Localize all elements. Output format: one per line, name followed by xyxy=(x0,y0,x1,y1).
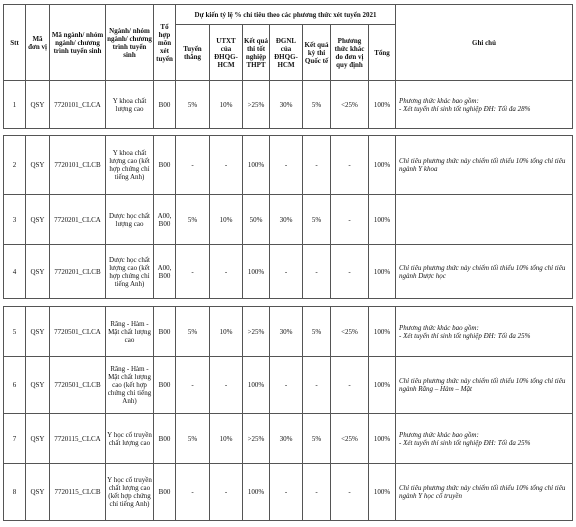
cell-intl: - xyxy=(303,245,331,299)
cell-priority: - xyxy=(210,245,243,299)
cell-intl: 5% xyxy=(303,195,331,245)
note-line: Chỉ tiêu phương thức này chiếm tối thiểu 10% tổng chỉ tiêu ngành Răng – Hàm – Mặt xyxy=(399,377,566,393)
cell-thpt: 100% xyxy=(243,357,270,414)
cell-total: 100% xyxy=(369,307,396,357)
cell-intl: 5% xyxy=(303,414,331,464)
cell-direct: 5% xyxy=(176,81,210,129)
cell-dgnl: 30% xyxy=(270,307,303,357)
header-method-intl: Kết quả kỳ thi Quốc tế xyxy=(303,25,331,81)
cell-stt: 8 xyxy=(4,464,26,521)
note-line: - Xét tuyển thí sinh tốt nghiệp ĐH: Tối đa 25% xyxy=(399,438,531,447)
header-method-priority: UTXT của ĐHQG-HCM xyxy=(210,25,243,81)
cell-dgnl: - xyxy=(270,136,303,195)
cell-note xyxy=(396,81,573,129)
cell-direct: - xyxy=(176,357,210,414)
cell-program-code: 7720101_CLCA xyxy=(50,81,106,129)
admission-table-part-2 xyxy=(3,135,573,299)
cell-thpt: 100% xyxy=(243,245,270,299)
cell-intl: - xyxy=(303,464,331,521)
cell-stt: 2 xyxy=(4,136,26,195)
note-line: Chỉ tiêu phương thức này chiếm tối thiểu 10% tổng chỉ tiêu ngành Y học cổ truyền xyxy=(399,484,566,500)
cell-unit: QSY xyxy=(26,136,50,195)
header-stt: Stt xyxy=(4,5,26,81)
header-method-direct: Tuyển thẳng xyxy=(176,25,210,81)
cell-program-name: Y khoa chất lượng cao (kết hợp chứng chỉ tiếng Anh) xyxy=(106,136,154,195)
cell-intl: - xyxy=(303,357,331,414)
cell-subject-combo: B00 xyxy=(154,81,176,129)
cell-stt: 4 xyxy=(4,245,26,299)
cell-direct: 5% xyxy=(176,414,210,464)
cell-intl: 5% xyxy=(303,81,331,129)
admission-table-part-3 xyxy=(3,306,573,521)
table-row xyxy=(4,357,573,414)
cell-unit: QSY xyxy=(26,414,50,464)
table-row xyxy=(4,464,573,521)
cell-subject-combo: B00 xyxy=(154,136,176,195)
header-quota-title: Dự kiến tỷ lệ % chỉ tiêu theo các phương thức xét tuyển 2021 xyxy=(176,5,396,25)
header-notes: Ghi chú xyxy=(396,5,573,81)
cell-program-code: 7720501_CLCA xyxy=(50,307,106,357)
header-method-thpt: Kết quả thi tốt nghiệp THPT xyxy=(243,25,270,81)
cell-program-code: 7720101_CLCB xyxy=(50,136,106,195)
cell-other: <25% xyxy=(331,414,369,464)
cell-direct: 5% xyxy=(176,307,210,357)
cell-subject-combo: B00 xyxy=(154,357,176,414)
cell-priority: - xyxy=(210,464,243,521)
header-total: Tổng xyxy=(369,25,396,81)
cell-other: <25% xyxy=(331,81,369,129)
cell-total: 100% xyxy=(369,414,396,464)
cell-dgnl: - xyxy=(270,245,303,299)
cell-note xyxy=(396,414,573,464)
cell-dgnl: 30% xyxy=(270,195,303,245)
cell-priority: 10% xyxy=(210,414,243,464)
table-row xyxy=(4,245,573,299)
header-method-dgnl: ĐGNL của ĐHQG-HCM xyxy=(270,25,303,81)
cell-program-name: Y khoa chất lượng cao xyxy=(106,81,154,129)
cell-priority: - xyxy=(210,136,243,195)
note-line: Phương thức khác bao gồm: xyxy=(399,323,479,332)
cell-thpt: >25% xyxy=(243,307,270,357)
cell-dgnl: - xyxy=(270,464,303,521)
cell-intl: 5% xyxy=(303,307,331,357)
cell-direct: - xyxy=(176,464,210,521)
cell-program-name: Dược học chất lượng cao (kết hợp chứng chỉ tiếng Anh) xyxy=(106,245,154,299)
cell-note xyxy=(396,357,573,414)
admission-table-part-1 xyxy=(3,4,573,129)
cell-stt: 6 xyxy=(4,357,26,414)
cell-stt: 7 xyxy=(4,414,26,464)
cell-other: - xyxy=(331,195,369,245)
cell-total: 100% xyxy=(369,136,396,195)
table-row xyxy=(4,136,573,195)
cell-program-name: Răng - Hàm - Mặt chất lượng cao xyxy=(106,307,154,357)
cell-unit: QSY xyxy=(26,357,50,414)
cell-note xyxy=(396,464,573,521)
cell-program-code: 7720201_CLCB xyxy=(50,245,106,299)
note-line: - Xét tuyển thí sinh tốt nghiệp ĐH: Tối đa 28% xyxy=(399,104,531,113)
cell-unit: QSY xyxy=(26,464,50,521)
note-line: Chỉ tiêu phương thức này chiếm tối thiểu 10% tổng chỉ tiêu ngành Y khoa xyxy=(399,157,566,173)
cell-total: 100% xyxy=(369,357,396,414)
cell-subject-combo: A00, B00 xyxy=(154,245,176,299)
cell-total: 100% xyxy=(369,81,396,129)
cell-other: - xyxy=(331,464,369,521)
header-program-code: Mã ngành/ nhóm ngành/ chương trình tuyển sinh xyxy=(50,5,106,81)
cell-total: 100% xyxy=(369,195,396,245)
cell-thpt: >25% xyxy=(243,414,270,464)
cell-subject-combo: A00, B00 xyxy=(154,195,176,245)
cell-unit: QSY xyxy=(26,245,50,299)
cell-other: - xyxy=(331,357,369,414)
cell-unit: QSY xyxy=(26,81,50,129)
cell-program-name: Y học cổ truyền chất lượng cao xyxy=(106,414,154,464)
cell-subject-combo: B00 xyxy=(154,464,176,521)
cell-priority: - xyxy=(210,357,243,414)
cell-program-code: 7720201_CLCA xyxy=(50,195,106,245)
table-row xyxy=(4,195,573,245)
cell-stt: 1 xyxy=(4,81,26,129)
cell-note xyxy=(396,307,573,357)
cell-unit: QSY xyxy=(26,195,50,245)
cell-thpt: 100% xyxy=(243,136,270,195)
cell-direct: - xyxy=(176,136,210,195)
table-row xyxy=(4,307,573,357)
header-unit-code: Mã đơn vị xyxy=(26,5,50,81)
cell-program-code: 7720115_CLCB xyxy=(50,464,106,521)
header-subject-combo: Tổ hợp môn xét tuyển xyxy=(154,5,176,81)
cell-priority: 10% xyxy=(210,195,243,245)
cell-subject-combo: B00 xyxy=(154,307,176,357)
cell-direct: 5% xyxy=(176,195,210,245)
note-line: Chỉ tiêu phương thức này chiếm tối thiểu 10% tổng chỉ tiêu ngành Dược học xyxy=(399,263,566,280)
cell-dgnl: - xyxy=(270,357,303,414)
table-row xyxy=(4,414,573,464)
cell-dgnl: 30% xyxy=(270,414,303,464)
header-program-name: Ngành/ nhóm ngành/ chương trình tuyển sinh xyxy=(106,5,154,81)
cell-total: 100% xyxy=(369,464,396,521)
cell-subject-combo: B00 xyxy=(154,414,176,464)
table-row xyxy=(4,81,573,129)
cell-program-code: 7720501_CLCB xyxy=(50,357,106,414)
cell-total: 100% xyxy=(369,245,396,299)
cell-other: - xyxy=(331,245,369,299)
cell-direct: - xyxy=(176,245,210,299)
cell-program-code: 7720115_CLCA xyxy=(50,414,106,464)
cell-other: <25% xyxy=(331,307,369,357)
cell-thpt: 100% xyxy=(243,464,270,521)
cell-intl: - xyxy=(303,136,331,195)
cell-unit: QSY xyxy=(26,307,50,357)
cell-note xyxy=(396,245,573,299)
cell-thpt: 50% xyxy=(243,195,270,245)
cell-dgnl: 30% xyxy=(270,81,303,129)
cell-program-name: Dược học chất lượng cao xyxy=(106,195,154,245)
cell-priority: 10% xyxy=(210,307,243,357)
cell-stt: 5 xyxy=(4,307,26,357)
cell-priority: 10% xyxy=(210,81,243,129)
note-line: Phương thức khác bao gồm: xyxy=(399,430,479,439)
cell-program-name: Răng - Hàm - Mặt chất lượng cao (kết hợp chứng chỉ tiếng Anh) xyxy=(106,357,154,414)
header-row-top xyxy=(4,5,573,25)
cell-note xyxy=(396,195,573,245)
cell-note xyxy=(396,136,573,195)
cell-stt: 3 xyxy=(4,195,26,245)
note-line: Phương thức khác bao gồm: xyxy=(399,96,479,105)
cell-thpt: >25% xyxy=(243,81,270,129)
note-line: - Xét tuyển thí sinh tốt nghiệp ĐH: Tối đa 25% xyxy=(399,331,531,340)
cell-other: - xyxy=(331,136,369,195)
header-method-other: Phương thức khác do đơn vị quy định xyxy=(331,25,369,81)
cell-program-name: Y học cổ truyền chất lượng cao (kết hợp chứng chỉ tiếng Anh) xyxy=(106,464,154,521)
